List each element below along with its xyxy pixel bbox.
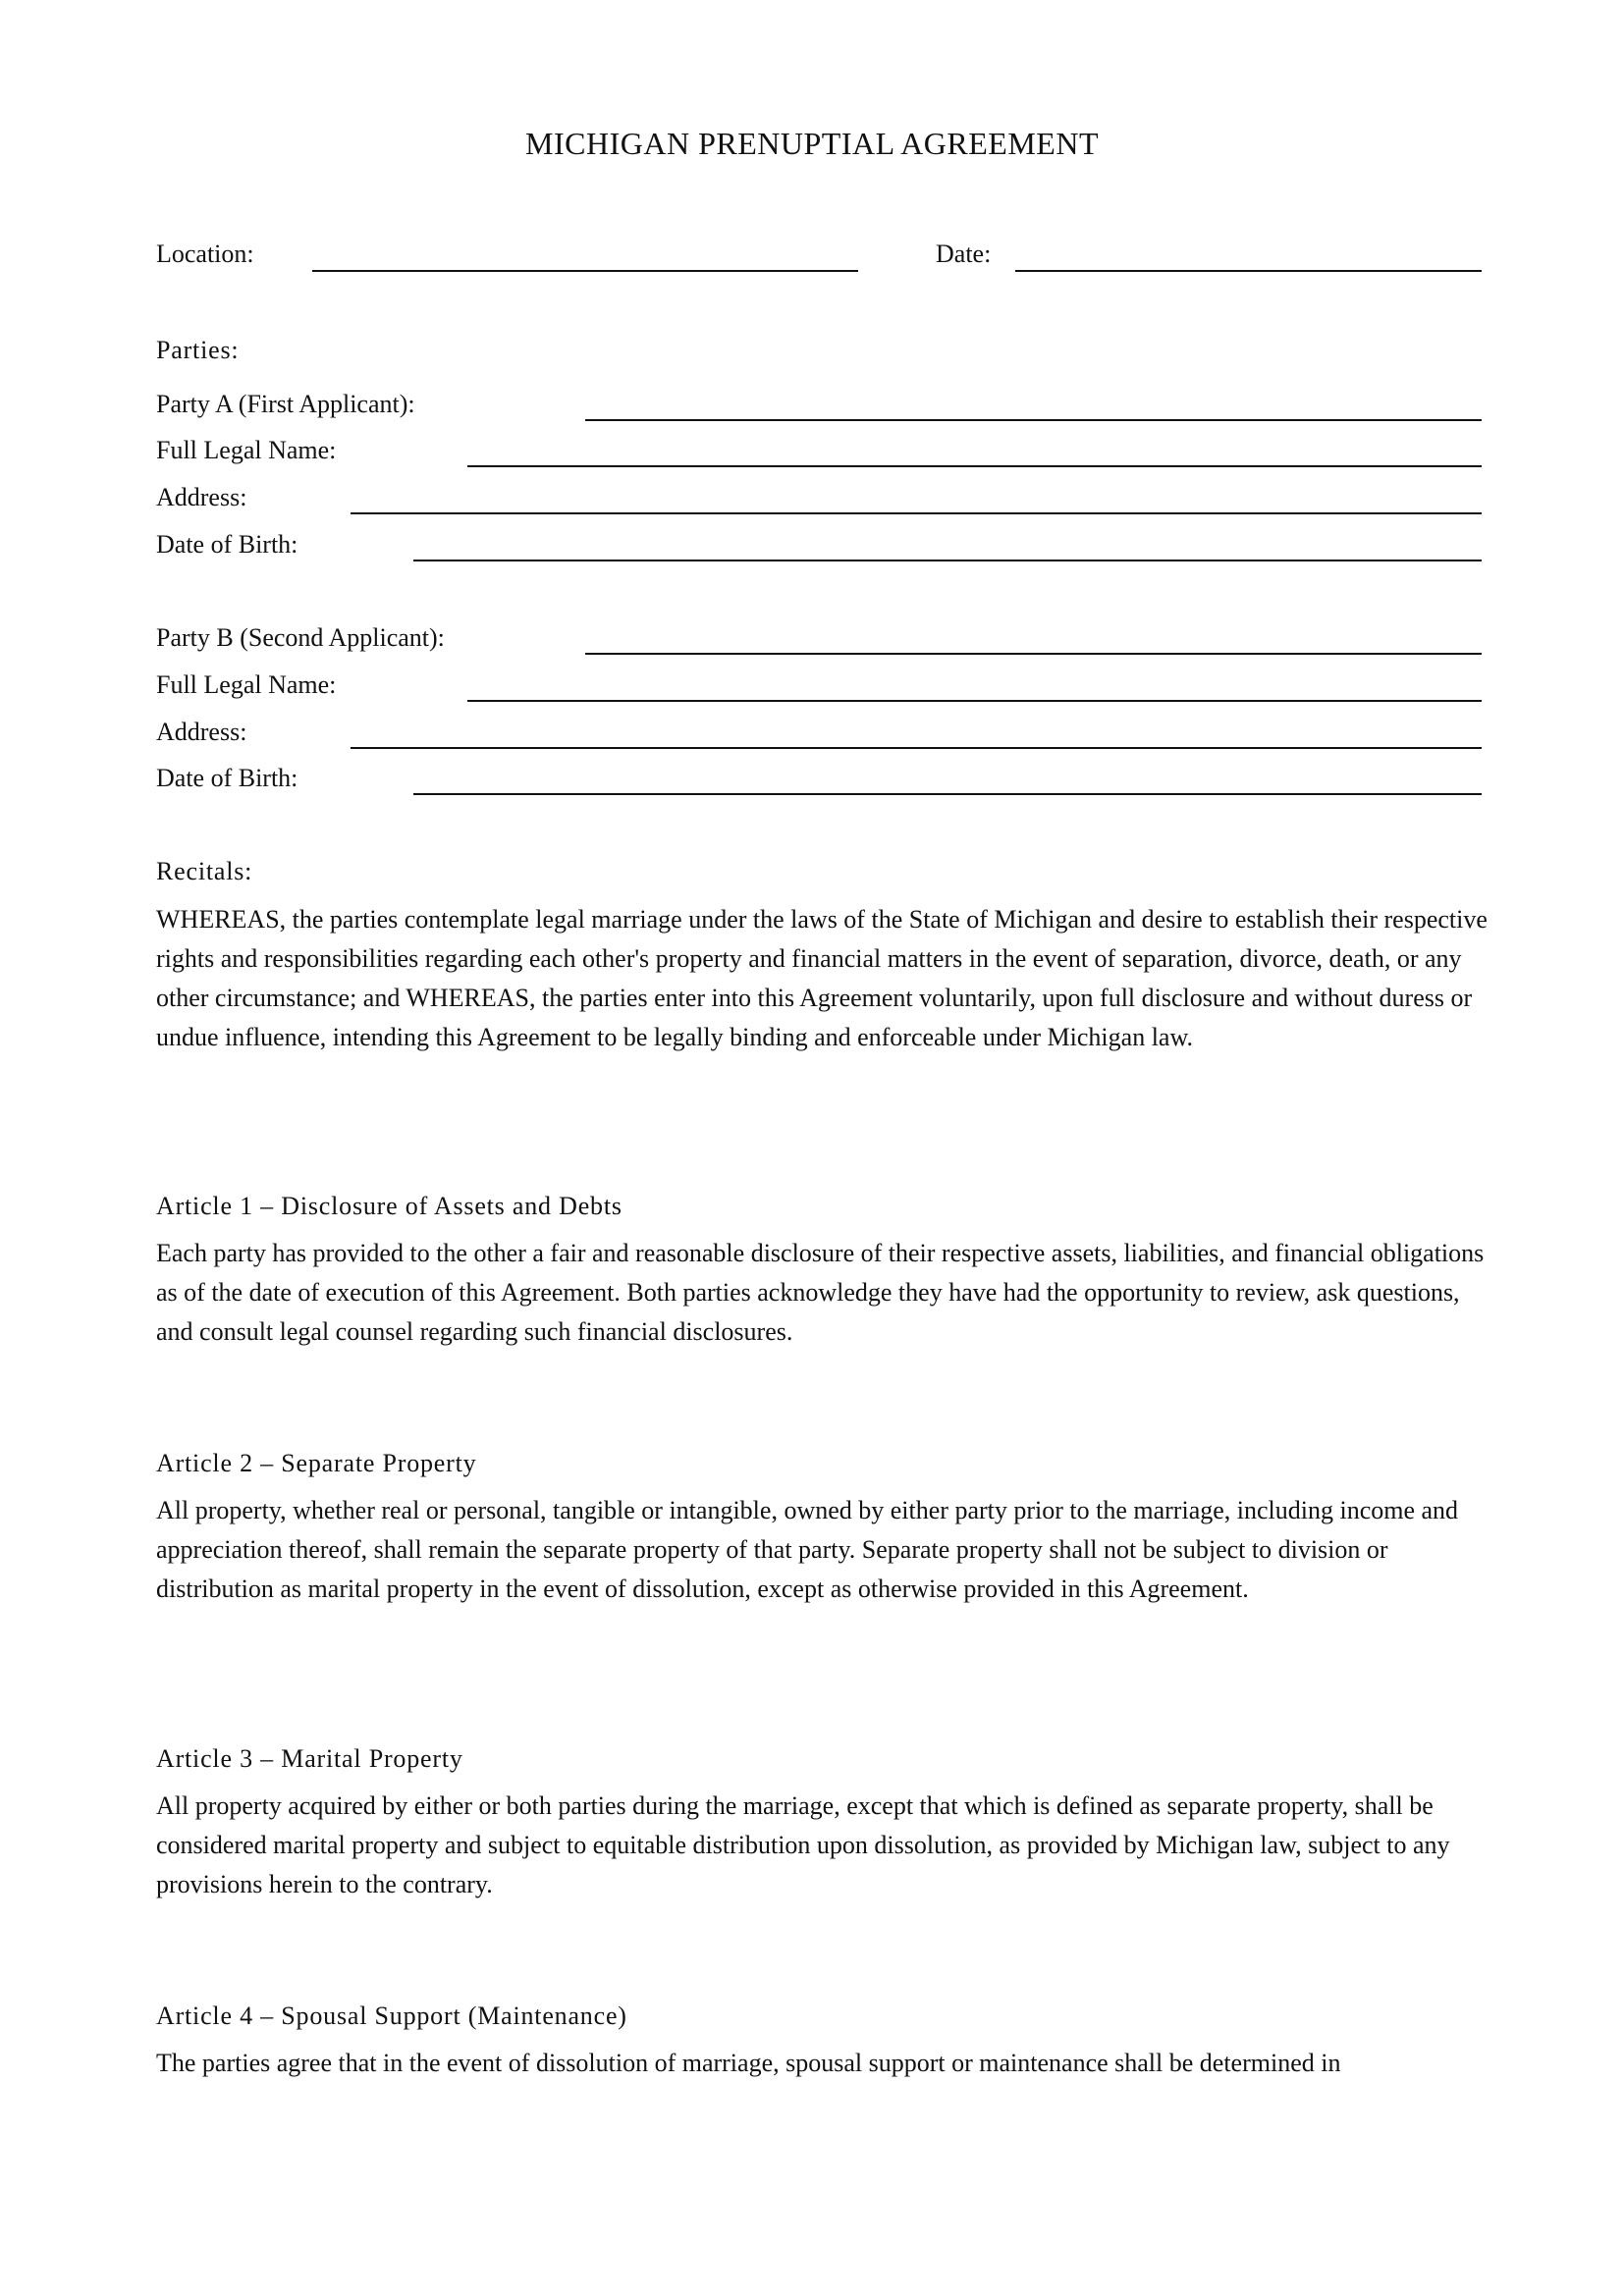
article-1-heading: Article 1 – Disclosure of Assets and Debts	[156, 1192, 623, 1220]
article-4-text: The parties agree that in the event of dissolution of marriage, spousal support or maintenance shall be determined in	[156, 2049, 1341, 2077]
party-a-heading: Party A (First Applicant):	[156, 390, 415, 418]
party-b-address-field[interactable]	[351, 747, 1482, 749]
location-field[interactable]	[312, 270, 858, 272]
article-2-heading: Article 2 – Separate Property	[156, 1449, 477, 1477]
date-field[interactable]	[1015, 270, 1482, 272]
party-a-dob-field[interactable]	[413, 560, 1482, 561]
party-b-name-field[interactable]	[467, 700, 1482, 702]
party-a-address-label: Address:	[156, 483, 247, 511]
date-label: Date:	[936, 240, 992, 268]
recitals-heading: Recitals:	[156, 857, 253, 885]
location-label: Location:	[156, 240, 254, 268]
party-a-dob-label: Date of Birth:	[156, 530, 298, 559]
party-b-dob-label: Date of Birth:	[156, 764, 298, 792]
article-3-text: All property acquired by either or both parties during the marriage, except that which is defined as separate property, shall be considered marital property and subject to equitable distribution upon dissolution, as provided by Michigan law, subject to any provisions herein to the contrary.	[156, 1791, 1450, 1898]
party-a-name-label: Full Legal Name:	[156, 436, 337, 464]
document-title: MICHIGAN PRENUPTIAL AGREEMENT	[525, 126, 1099, 161]
article-1-text: Each party has provided to the other a fair and reasonable disclosure of their respective assets, liabilities, and financial obligations as of the date of execution of this Agreement. Both parties acknowledge they have had the opportunity to review, ask questions, and consult legal counsel regarding such financial disclosures.	[156, 1239, 1485, 1346]
article-3-heading: Article 3 – Marital Property	[156, 1744, 463, 1773]
party-b-address-label: Address:	[156, 718, 247, 746]
party-a-address-field[interactable]	[351, 512, 1482, 514]
party-b-dob-field[interactable]	[413, 793, 1482, 795]
party-a-field[interactable]	[585, 419, 1482, 421]
party-a-name-field[interactable]	[467, 465, 1482, 467]
article-4-heading: Article 4 – Spousal Support (Maintenance)	[156, 2002, 627, 2030]
party-b-field[interactable]	[585, 653, 1482, 655]
party-b-name-label: Full Legal Name:	[156, 670, 337, 699]
party-b-heading: Party B (Second Applicant):	[156, 623, 445, 652]
article-2-text: All property, whether real or personal, tangible or intangible, owned by either party prior to the marriage, including income and appreciation thereof, shall remain the separate property of that party. Separate property shall not be subject to division or distribution as marital property in the event of dissolution, except as otherwise provided in this Agreement.	[156, 1496, 1459, 1603]
parties-heading: Parties:	[156, 336, 240, 364]
recitals-text: WHEREAS, the parties contemplate legal marriage under the laws of the State of Michigan and desire to establish their respective rights and responsibilities regarding each other's property and financial matters in the event of separation, divorce, death, or any other circumstance; and WHEREAS, the parties enter into this Agreement voluntarily, upon full disclosure and without duress or undue influence, intending this Agreement to be legally binding and enforceable under Michigan law.	[156, 905, 1488, 1051]
